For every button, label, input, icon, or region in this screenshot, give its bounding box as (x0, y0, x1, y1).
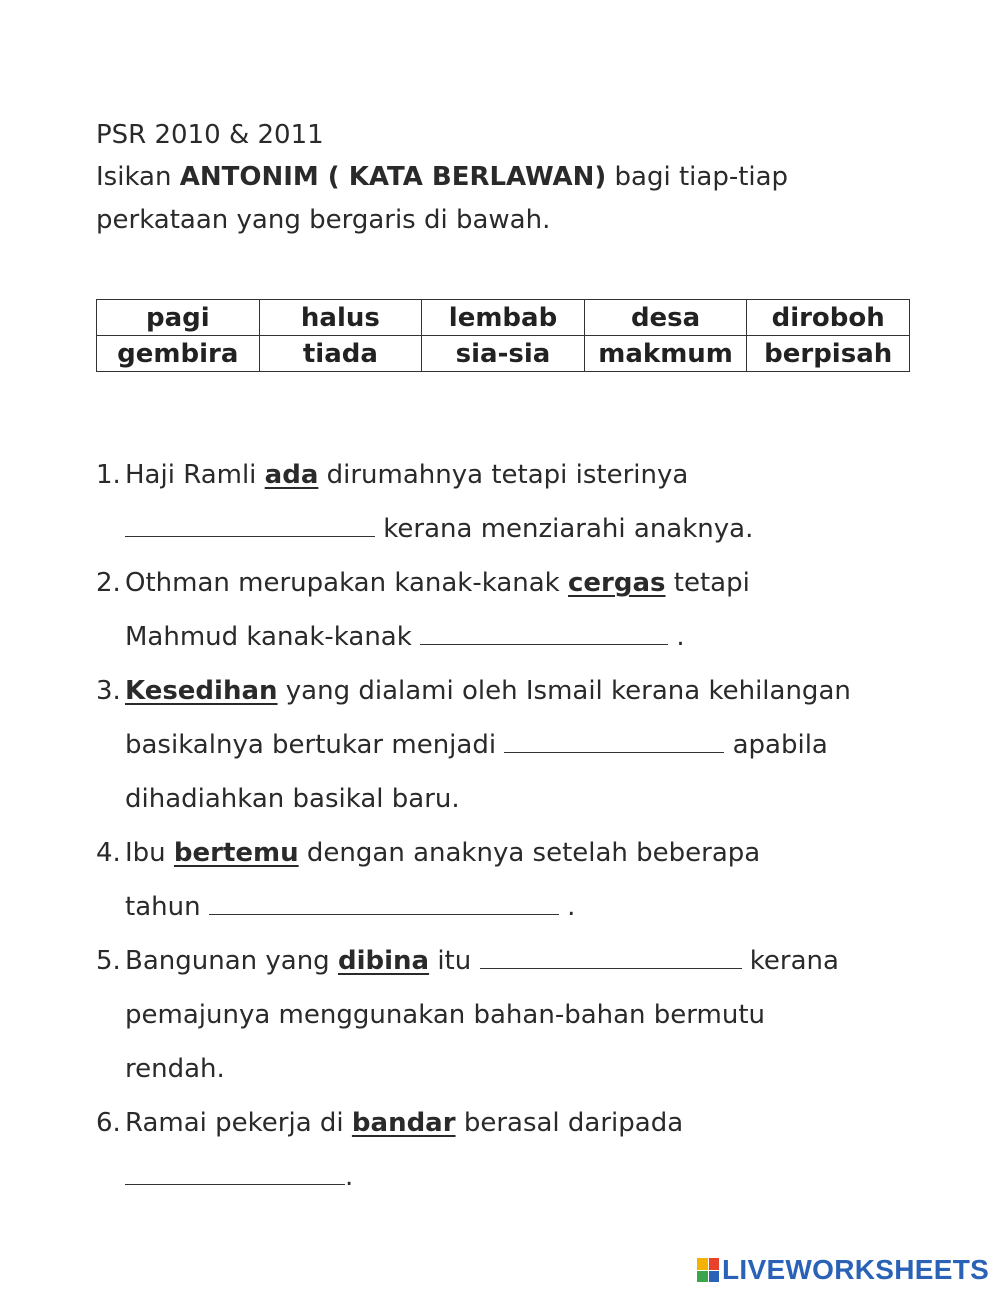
question-6-line-2 (125, 1162, 353, 1192)
underlined-keyword: bandar (351, 1108, 456, 1138)
question-text: Haji Ramli (125, 460, 265, 490)
question-text: Bangunan yang (125, 946, 338, 976)
underlined-keyword: Kesedihan (125, 676, 278, 706)
question-number: 5. (96, 946, 121, 976)
question-2-line-1 (125, 568, 750, 598)
question-6-line-1 (125, 1108, 683, 1138)
question-text: yang dialami oleh Ismail kerana kehilangan (277, 676, 851, 706)
word-bank-cell: pagi (97, 300, 260, 336)
word-bank-table (96, 299, 910, 372)
question-text: apabila (724, 730, 828, 760)
question-4-line-1 (125, 838, 760, 868)
question-text: . (345, 1162, 354, 1192)
question-text: tahun (125, 892, 209, 922)
question-text: Mahmud kanak-kanak (125, 622, 421, 652)
word-bank-cell: berpisah (747, 336, 910, 372)
question-text: Ramai pekerja di (125, 1108, 352, 1138)
question-text: kerana menziarahi anaknya. (375, 514, 754, 544)
instruction-text: bagi tiap-tiap (606, 162, 789, 192)
question-text: itu (429, 946, 480, 976)
instruction-line-2: perkataan yang bergaris di bawah. (96, 205, 551, 235)
word-bank-cell: gembira (97, 336, 260, 372)
underlined-keyword: cergas (568, 568, 666, 598)
question-text: . (558, 892, 576, 922)
question-text: dirumahnya tetapi isterinya (318, 460, 689, 490)
question-text: Ibu (125, 838, 174, 868)
word-bank-cell: diroboh (747, 300, 910, 336)
question-text: berasal daripada (455, 1108, 684, 1138)
question-1-line-1 (125, 460, 688, 490)
liveworksheets-logo-icon (697, 1258, 719, 1282)
underlined-keyword: bertemu (173, 838, 299, 868)
instruction-line-1 (96, 162, 788, 192)
answer-blank[interactable] (125, 514, 375, 537)
instruction-bold-text: ANTONIM ( KATA BERLAWAN) (179, 162, 607, 192)
word-bank-cell: makmum (584, 336, 747, 372)
question-number: 6. (96, 1108, 121, 1138)
liveworksheets-logo (697, 1255, 989, 1285)
question-text: dengan anaknya setelah beberapa (298, 838, 761, 868)
word-bank-cell: sia-sia (422, 336, 585, 372)
answer-blank[interactable] (125, 1162, 345, 1185)
word-bank-cell: halus (259, 300, 422, 336)
underlined-keyword: ada (264, 460, 319, 490)
question-3-line-3: dihadiahkan basikal baru. (125, 784, 460, 814)
question-text: Othman merupakan kanak-kanak (125, 568, 568, 598)
question-1-line-2 (125, 514, 753, 544)
question-5-line-1 (125, 946, 839, 976)
question-2-line-2 (125, 622, 685, 652)
question-text: tetapi (665, 568, 750, 598)
question-text: kerana (741, 946, 839, 976)
answer-blank[interactable] (209, 892, 559, 915)
question-3-line-1 (125, 676, 851, 706)
word-bank-row (97, 300, 910, 336)
question-number: 1. (96, 460, 121, 490)
worksheet-code: PSR 2010 & 2011 (96, 120, 324, 150)
question-5-line-2: pemajunya menggunakan bahan-bahan bermutu (125, 1000, 766, 1030)
answer-blank[interactable] (480, 946, 742, 969)
question-text: basikalnya bertukar menjadi (125, 730, 505, 760)
question-3-line-2 (125, 730, 828, 760)
word-bank-row (97, 336, 910, 372)
answer-blank[interactable] (504, 730, 724, 753)
question-number: 4. (96, 838, 121, 868)
word-bank-cell: desa (584, 300, 747, 336)
question-number: 2. (96, 568, 121, 598)
instruction-text: Isikan (96, 162, 180, 192)
word-bank-cell: tiada (259, 336, 422, 372)
question-4-line-2 (125, 892, 575, 922)
word-bank-cell: lembab (422, 300, 585, 336)
logo-text: LIVEWORKSHEETS (722, 1254, 990, 1285)
question-5-line-3: rendah. (125, 1054, 225, 1084)
question-number: 3. (96, 676, 121, 706)
question-text: . (668, 622, 685, 652)
underlined-keyword: dibina (337, 946, 430, 976)
answer-blank[interactable] (420, 622, 668, 645)
